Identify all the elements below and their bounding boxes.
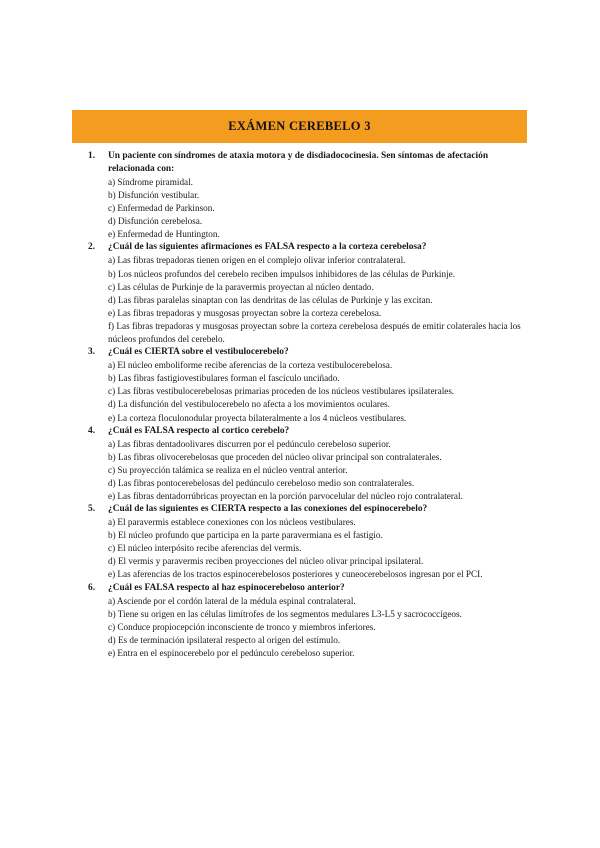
option-d: d) Es de terminación ipsilateral respecto al origen del estímulo. [108,634,341,645]
option-d: d) La disfunción del vestibulocerebelo no afecta a los movimientos oculares. [108,399,390,410]
option-c: c) Enfermedad de Parkinson. [108,203,215,214]
document-title: EXÁMEN CEREBELO 3 [228,119,371,133]
question-text: ¿Cuál es FALSA respecto al cortico cerebelo? [108,425,290,436]
question-number: 5. [88,504,96,515]
question-number: 3. [88,347,96,358]
question-text: ¿Cuál es FALSA respecto al haz espinocerebeloso anterior? [108,582,345,593]
option-a: a) El paravermis establece conexiones con los núcleos vestibulares. [108,517,356,528]
option-c: c) Su proyección talámica se realiza en el núcleo ventral anterior. [108,464,348,475]
option-d: d) El vermis y paravermis reciben proyecciones del núcleo olivar principal ipsilateral. [108,556,424,567]
option-b: b) Los núcleos profundos del cerebelo reciben impulsos inhibidores de las células de Purkinje. [108,268,455,279]
option-e: e) Enfermedad de Huntington. [108,229,220,240]
question-number: 2. [88,242,96,253]
option-d: d) Las fibras pontocerebelosas del pedúnculo cerebeloso medio son contralaterales. [108,477,415,488]
option-a: a) Las fibras dentadoolivares discurren por el pedúnculo cerebeloso superior. [108,438,391,449]
option-e: e) Las aferencias de los tractos espinocerebelosos posteriores y cuneocerebelosos ingresan por el PCI. [108,569,483,580]
question-text: ¿Cuál de las siguientes es CIERTA respecto a las conexiones del espinocerebelo? [108,504,428,515]
question-1 [88,150,533,241]
title-bar [72,110,527,143]
question-list [88,150,533,660]
option-c: c) Las fibras vestibulocerebelosas primarias proceden de los núcleos vestibulares ipsilaterales. [108,386,455,397]
option-a: a) El núcleo emboliforme recibe aferencias de la corteza vestibulocerebelosa. [108,360,393,371]
option-b: b) Las fibras olivocerebelosas que proceden del núcleo olivar principal son contralaterales. [108,451,442,462]
option-e: e) La corteza floculonodular proyecta bilateralmente a los 4 núcleos vestibulares. [108,412,407,423]
question-text: ¿Cuál de las siguientes afirmaciones es FALSA respecto a la corteza cerebelosa? [108,242,427,253]
option-b: b) Disfunción vestibular. [108,190,200,201]
question-text: Un paciente con síndromes de ataxia motora y de disdiadococinesia. Sen síntomas de afectación relacionada con: [108,151,489,174]
option-d: d) Disfunción cerebelosa. [108,216,203,227]
option-c: c) Las células de Purkinje de la paravermis proyectan al núcleo dentado. [108,281,374,292]
option-e: e) Entra en el espinocerebelo por el pedúnculo cerebeloso superior. [108,647,355,658]
question-4 [88,425,533,503]
question-number: 6. [88,582,96,593]
option-e: e) Las fibras dentadorrúbricas proyectan en la porción parvocelular del núcleo rojo contralateral. [108,490,463,501]
option-b: b) Las fibras fastigiovestibulares forman el fascículo unciñado. [108,373,340,384]
option-d: d) Las fibras paralelas sinaptan con las dendritas de las células de Purkinje y las excitan. [108,294,433,305]
option-a: a) Asciende por el cordón lateral de la médula espinal contralateral. [108,595,356,606]
question-number: 1. [88,151,96,161]
option-c: c) Conduce propiocepción inconsciente de tronco y miembros inferiores. [108,621,376,632]
question-3 [88,346,533,424]
option-c: c) El núcleo interpósito recibe aferencias del vermis. [108,543,302,554]
question-text: ¿Cuál es CIERTA sobre el vestibulocerebelo? [108,347,289,358]
option-e: e) Las fibras trepadoras y musgosas proyectan sobre la corteza cerebelosa. [108,307,382,318]
option-a: a) Síndrome piramidal. [108,177,193,187]
option-f: f) Las fibras trepadoras y musgosas proyectan sobre la corteza cerebelosa después de emitir colaterales hacia los núcleos profundos del cerebelo. [108,320,521,345]
option-b: b) El núcleo profundo que participa en la parte paravermiana es el fastigio. [108,530,383,541]
question-number: 4. [88,425,96,436]
question-2 [88,241,533,346]
question-6 [88,582,533,660]
option-b: b) Tiene su origen en las células limítrofes de los segmentos medulares L3-L5 y sacrococcígeos. [108,608,462,619]
question-5 [88,503,533,581]
option-a: a) Las fibras trepadoras tienen origen en el complejo olivar inferior contralateral. [108,255,406,266]
